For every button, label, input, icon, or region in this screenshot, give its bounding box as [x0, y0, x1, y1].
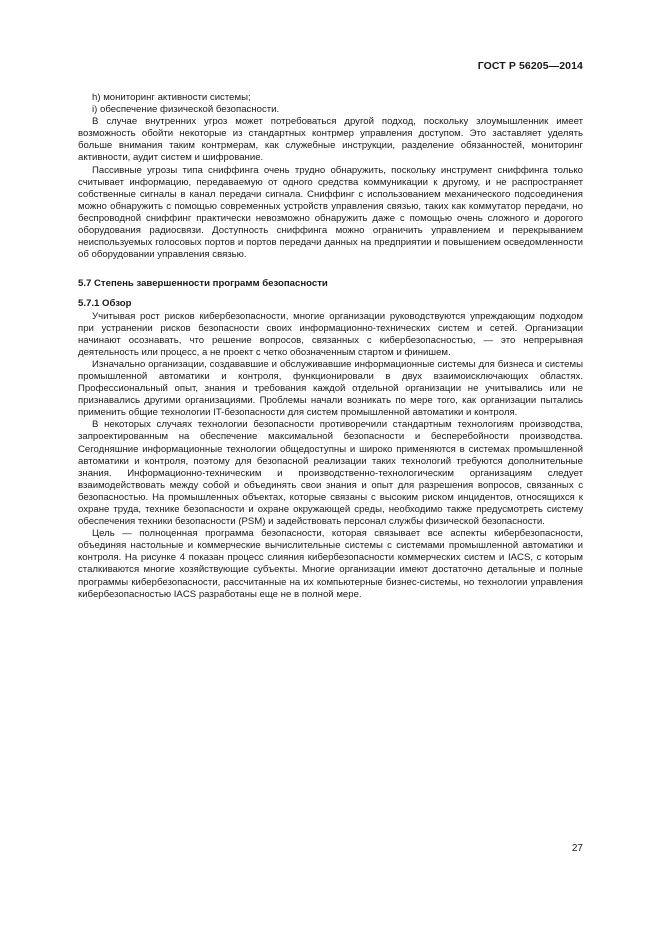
list-item-h: h) мониторинг активности системы;: [92, 92, 251, 103]
paragraph-passive-threats: Пассивные угрозы типа сниффинга очень трудно обнаружить, поскольку инструмент сниффинга только считывает информацию, передаваемую от одного средства коммуникации к другому, и не распространяет собственные сигналы в канал передачи сигнала. Сниффинг с использованием механического подсоединения можно обнаружить с помощью современных устройств управления связью, таких как коммутатор передачи, но беспроводной сниффинг практически невозможно обнаружить даже с помощью очень сложного и дорогого оборудования радиосвязи. Доступность сниффинга можно ограничить управлением и перекрыванием неиспользуемых голосовых портов и портов передачи данных на предприятии и повышением осведомленности об оборудовании управления связью.: [78, 164, 583, 261]
paragraph-overview: Учитывая рост рисков кибербезопасности, многие организации руководствуются упреждающим подходом при устранении рисков безопасности своих информационно-технических систем и сетей. Организации начинают осознавать, что решение вопросов, связанных с кибербезопасностью, — это непрерывная деятельность или процесс, а не проект с четко обозначенным стартом и финишем.: [78, 310, 583, 358]
paragraph-technologies: В некоторых случаях технологии безопасности противоречили стандартным технологиям производства, запроектированным на обеспечение максимальной безопасности и бесперебойности производства. Сегодняшние информационные технологии общедоступны и широко применяются в системах промышленной автоматики и контроля, поэтому для безопасной реализации таких технологий требуются дополнительные знания. Информационно-техническим и производственно-технологическим организациям следует взаимодействовать между собой и объединять свои знания и опыт для разрешения вопросов, связанных с безопасностью. На промышленных объектах, которые связаны с высоким риском инцидентов, относящихся к охране труда, технике безопасности и охране окружающей среды, необходимо также предусмотреть систему обеспечения техники безопасности (PSM) и задействовать персонал службы физической безопасности.: [78, 419, 583, 528]
page-number: 27: [571, 843, 583, 854]
list-item-i: i) обеспечение физической безопасности.: [92, 104, 280, 116]
section-title: 5.7 Степень завершенности программ безопасности: [78, 278, 328, 290]
subsection-title: 5.7.1 Обзор: [78, 298, 132, 310]
page-content: [78, 92, 583, 601]
document-header: ГОСТ Р 56205—2014: [477, 60, 583, 72]
paragraph-insider-threats: В случае внутренних угроз может потребоваться другой подход, поскольку злоумышленник имеет возможность обойти некоторые из стандартных контрмер управления доступом. Это заставляет уделять больше внимания таким контрмерам, как служебные инструкции, разделение обязанностей, мониторинг активности, аудит систем и шифрование.: [78, 116, 583, 164]
paragraph-organizations: Изначально организации, создававшие и обслуживавшие информационные системы для бизнеса и системы промышленной автоматики и контроля, функционировали в двух взаимоисключающих областях. Профессиональный опыт, знания и требования каждой отдельной организации не учитывались или не признавались другими организациями. Проблемы начали возникать по мере того, как организации пытались применить общие технологии IT-безопасности для систем промышленной автоматики и контроля.: [78, 358, 583, 419]
paragraph-goal: Цель — полноценная программа безопасности, которая связывает все аспекты кибербезопасности, объединяя настольные и коммерческие вычислительные системы с системами промышленной автоматики и контроля. На рисунке 4 показан процесс слияния кибербезопасности коммерческих систем и IACS, с которым сталкиваются многие хозяйствующие субъекты. Многие организации имеют достаточно детальные и полные программы кибербезопасности, рассчитанные на их компьютерные бизнес-системы, но технологии управления кибербезопасностью IACS разработаны еще не в полной мере.: [78, 528, 583, 600]
